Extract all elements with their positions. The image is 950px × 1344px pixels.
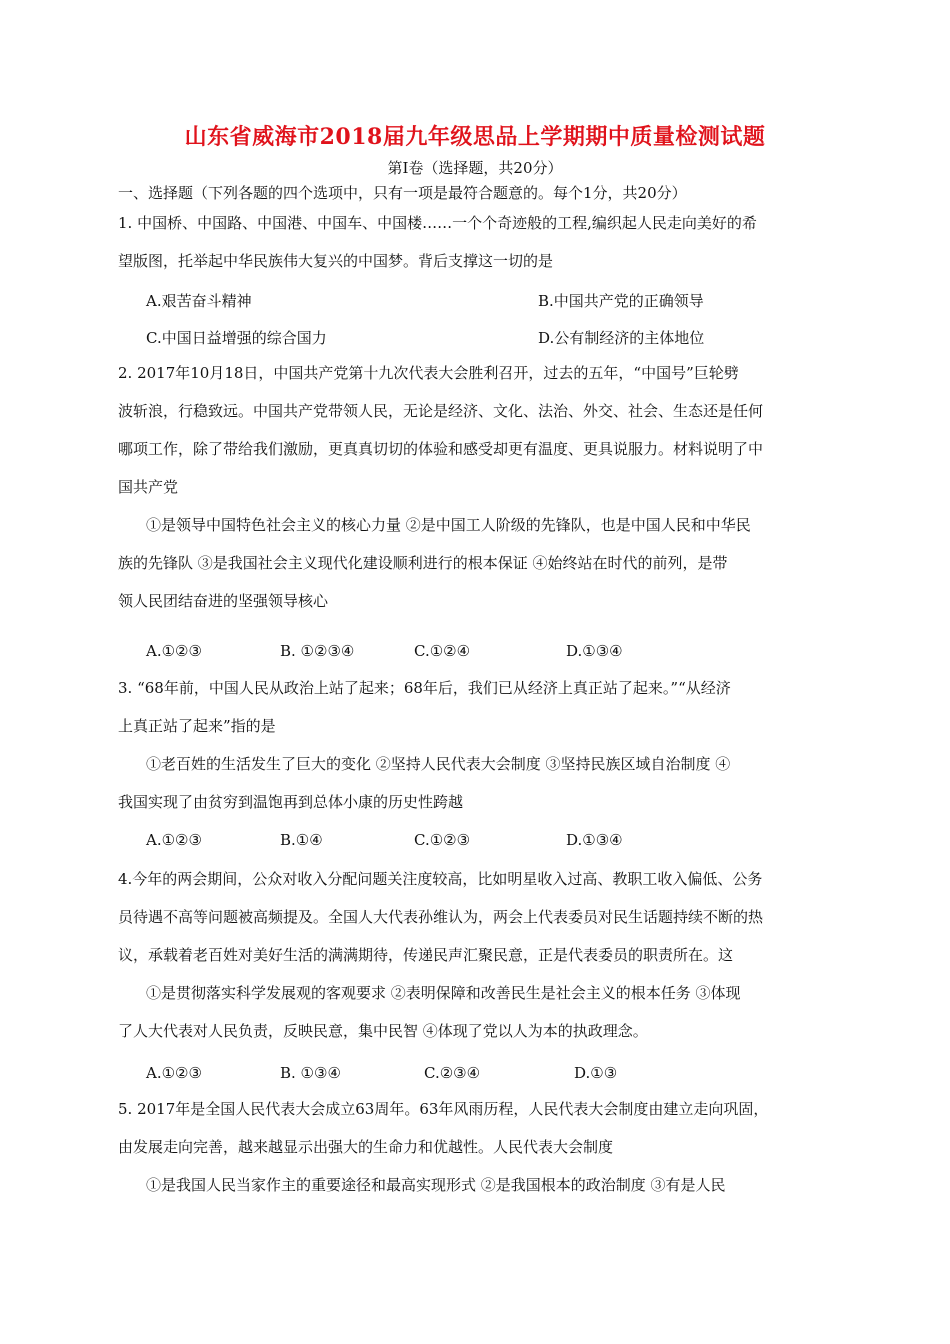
option-d[interactable]: D.公有制经济的主体地位 bbox=[538, 329, 705, 347]
option-d[interactable]: D.①③④ bbox=[566, 831, 623, 849]
statement-line: 族的先锋队 ③是我国社会主义现代化建设顺利进行的根本保证 ④始终站在时代的前列，是带 bbox=[118, 554, 728, 572]
question-stem-line: 1. 中国桥、中国路、中国港、中国车、中国楼……一个个奇迹般的工程,编织起人民走向美好的希 bbox=[118, 214, 757, 232]
question-stem-line: 4.今年的两会期间，公众对收入分配问题关注度较高，比如明星收入过高、教职工收入偏低、公务 bbox=[118, 870, 763, 888]
question-stem-line: 波斩浪，行稳致远。中国共产党带领人民，无论是经济、文化、法治、外交、社会、生态还是任何 bbox=[118, 402, 764, 420]
option-b[interactable]: B. ①②③④ bbox=[280, 642, 355, 660]
option-c[interactable]: C.②③④ bbox=[424, 1064, 481, 1082]
option-b[interactable]: B.中国共产党的正确领导 bbox=[538, 292, 704, 310]
option-a[interactable]: A.①②③ bbox=[146, 831, 202, 849]
option-a[interactable]: A.①②③ bbox=[146, 642, 202, 660]
option-c[interactable]: C.①②④ bbox=[414, 642, 471, 660]
question-5 bbox=[118, 1098, 838, 1212]
question-stem-line: 哪项工作，除了带给我们激励，更真真切切的体验和感受却更有温度、更具说服力。材料说明了中 bbox=[118, 440, 764, 458]
statement-line: ①是领导中国特色社会主义的核心力量 ②是中国工人阶级的先锋队，也是中国人民和中华民 bbox=[146, 516, 751, 534]
question-stem-line: 望版图，托举起中华民族伟大复兴的中国梦。背后支撑这一切的是 bbox=[118, 252, 554, 270]
statement-line: ①老百姓的生活发生了巨大的变化 ②坚持人民代表大会制度 ③坚持民族区域自治制度 ④ bbox=[146, 755, 731, 773]
statement-line: ①是贯彻落实科学发展观的客观要求 ②表明保障和改善民生是社会主义的根本任务 ③体现 bbox=[146, 984, 741, 1002]
statement-line: ①是我国人民当家作主的重要途径和最高实现形式 ②是我国根本的政治制度 ③有是人民 bbox=[146, 1176, 726, 1194]
section-subtitle: 第Ⅰ卷（选择题，共20分） bbox=[387, 159, 563, 177]
question-stem-line: 议，承载着老百姓对美好生活的满满期待，传递民声汇聚民意，正是代表委员的职责所在。这 bbox=[118, 946, 734, 964]
question-3 bbox=[118, 677, 838, 829]
option-d[interactable]: D.①③ bbox=[574, 1064, 618, 1082]
section-header: 一、选择题（下列各题的四个选项中，只有一项是最符合题意的。每个1分，共20分） bbox=[118, 184, 687, 202]
question-stem-line: 员待遇不高等问题被高频提及。全国人大代表孙维认为，两会上代表委员对民生话题持续不断的热 bbox=[118, 908, 764, 926]
statement-line: 领人民团结奋进的坚强领导核心 bbox=[118, 592, 329, 610]
option-c[interactable]: C.中国日益增强的综合国力 bbox=[146, 329, 327, 347]
question-stem-line: 3. “68年前，中国人民从政治上站了起来；68年后，我们已从经济上真正站了起来。”“从经济 bbox=[118, 679, 731, 697]
page-title: 山东省威海市2018届九年级思品上学期期中质量检测试题 bbox=[184, 124, 766, 150]
question-stem-line: 5. 2017年是全国人民代表大会成立63周年。63年风雨历程，人民代表大会制度由建立走向巩固， bbox=[118, 1100, 769, 1118]
question-2 bbox=[118, 362, 838, 628]
question-stem-line: 国共产党 bbox=[118, 478, 179, 496]
option-d[interactable]: D.①③④ bbox=[566, 642, 623, 660]
question-4 bbox=[118, 868, 838, 1058]
question-stem-line: 由发展走向完善，越来越显示出强大的生命力和优越性。人民代表大会制度 bbox=[118, 1138, 614, 1156]
question-1 bbox=[118, 212, 838, 288]
option-b[interactable]: B.①④ bbox=[280, 831, 323, 849]
option-c[interactable]: C.①②③ bbox=[414, 831, 471, 849]
option-a[interactable]: A.①②③ bbox=[146, 1064, 202, 1082]
option-a[interactable]: A.艰苦奋斗精神 bbox=[146, 292, 252, 310]
option-b[interactable]: B. ①③④ bbox=[280, 1064, 341, 1082]
question-stem-line: 上真正站了起来”指的是 bbox=[118, 717, 276, 735]
question-stem-line: 2. 2017年10月18日，中国共产党第十九次代表大会胜利召开，过去的五年，“中国号”巨轮劈 bbox=[118, 364, 739, 382]
statement-line: 我国实现了由贫穷到温饱再到总体小康的历史性跨越 bbox=[118, 793, 464, 811]
statement-line: 了人大代表对人民负责，反映民意，集中民智 ④体现了党以人为本的执政理念。 bbox=[118, 1022, 648, 1040]
